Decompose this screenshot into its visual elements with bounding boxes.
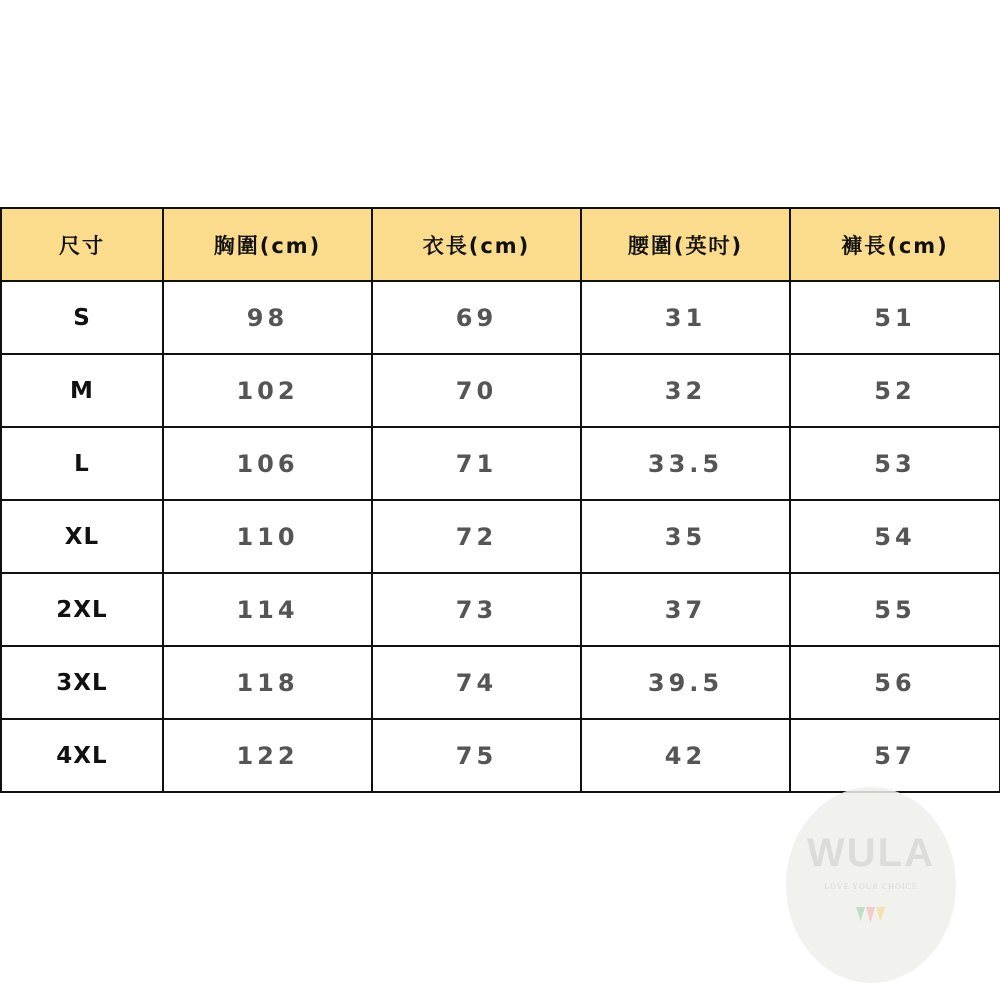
chest-cell: 118	[163, 646, 372, 719]
waist-cell: 42	[581, 719, 790, 792]
pants-length-cell: 53	[790, 427, 1000, 500]
pants-length-cell: 56	[790, 646, 1000, 719]
pants-length-cell: 51	[790, 281, 1000, 354]
header-row	[1, 208, 1000, 281]
length-cell: 72	[372, 500, 581, 573]
triangle-flags-icon	[856, 905, 886, 925]
length-cell: 70	[372, 354, 581, 427]
waist-cell: 37	[581, 573, 790, 646]
length-cell: 75	[372, 719, 581, 792]
waist-cell: 39.5	[581, 646, 790, 719]
watermark-title: WULA	[807, 831, 935, 875]
table-row	[1, 573, 1000, 646]
chest-cell: 114	[163, 573, 372, 646]
table-row	[1, 427, 1000, 500]
brand-watermark	[786, 787, 956, 983]
pants-length-cell: 57	[790, 719, 1000, 792]
table-row	[1, 354, 1000, 427]
header-size: 尺寸	[1, 208, 163, 281]
waist-cell: 31	[581, 281, 790, 354]
waist-cell: 33.5	[581, 427, 790, 500]
pants-length-cell: 52	[790, 354, 1000, 427]
size-cell: S	[1, 281, 163, 354]
table-row	[1, 281, 1000, 354]
waist-cell: 35	[581, 500, 790, 573]
header-pants-length: 褲長(cm)	[790, 208, 1000, 281]
size-cell: 4XL	[1, 719, 163, 792]
chest-cell: 106	[163, 427, 372, 500]
table-row	[1, 646, 1000, 719]
waist-cell: 32	[581, 354, 790, 427]
header-waist: 腰圍(英吋)	[581, 208, 790, 281]
table-row	[1, 500, 1000, 573]
size-cell: M	[1, 354, 163, 427]
pants-length-cell: 55	[790, 573, 1000, 646]
length-cell: 71	[372, 427, 581, 500]
pants-length-cell: 54	[790, 500, 1000, 573]
watermark-tagline: LOVE YOUR CHOICE	[824, 882, 918, 891]
length-cell: 69	[372, 281, 581, 354]
chest-cell: 98	[163, 281, 372, 354]
table-row	[1, 719, 1000, 792]
length-cell: 73	[372, 573, 581, 646]
size-cell: XL	[1, 500, 163, 573]
size-cell: 2XL	[1, 573, 163, 646]
header-chest: 胸圍(cm)	[163, 208, 372, 281]
header-length: 衣長(cm)	[372, 208, 581, 281]
length-cell: 74	[372, 646, 581, 719]
chest-cell: 122	[163, 719, 372, 792]
chest-cell: 110	[163, 500, 372, 573]
size-cell: 3XL	[1, 646, 163, 719]
size-cell: L	[1, 427, 163, 500]
chest-cell: 102	[163, 354, 372, 427]
size-chart-table	[0, 207, 1000, 793]
